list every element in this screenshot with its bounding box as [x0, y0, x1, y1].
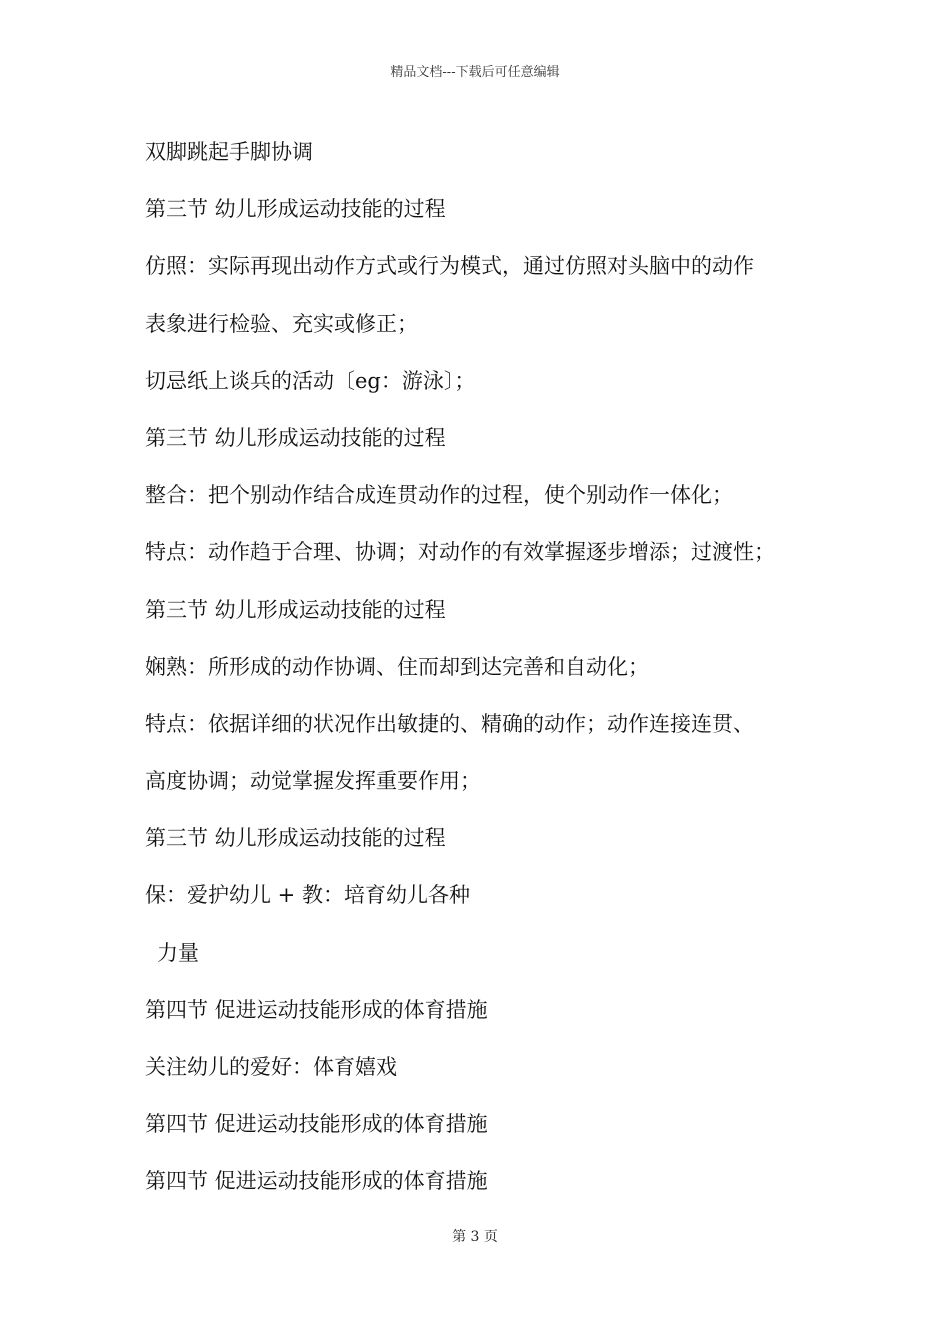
section-heading: 第四节 促进运动技能形成的体育措施: [145, 1169, 488, 1194]
page-number: 第 3 页: [452, 1229, 498, 1245]
section-heading: 第三节 幼儿形成运动技能的过程: [145, 826, 446, 851]
text-line: 娴熟：所形成的动作协调、住而却到达完善和自动化；: [145, 654, 649, 679]
text-line: 力量: [157, 940, 199, 965]
text-line: 关注幼儿的爱好：体育嬉戏: [145, 1055, 397, 1079]
section-heading: 第三节 幼儿形成运动技能的过程: [145, 197, 446, 222]
document-body: [145, 130, 825, 1217]
text-line: 保：爱护幼儿 + 教：培育幼儿各种: [145, 883, 470, 908]
section-heading: 第三节 幼儿形成运动技能的过程: [145, 597, 446, 622]
text-line: 特点：动作趋于合理、协调；对动作的有效掌握逐步增添；过渡性；: [145, 540, 775, 565]
text-line: 切忌纸上谈兵的活动〔eg：游泳〕；: [145, 368, 476, 393]
page-header: 精品文档---下载后可任意编辑: [390, 65, 560, 80]
section-heading: 第四节 促进运动技能形成的体育措施: [145, 997, 488, 1022]
section-heading: 第三节 幼儿形成运动技能的过程: [145, 425, 446, 450]
text-line: 特点：依据详细的状况作出敏捷的、精确的动作；动作连接连贯、: [145, 711, 754, 736]
text-line: 高度协调；动觉掌握发挥重要作用；: [145, 769, 481, 794]
section-heading: 第四节 促进运动技能形成的体育措施: [145, 1112, 488, 1137]
text-line: 仿照：实际再现出动作方式或行为模式，通过仿照对头脑中的动作: [145, 254, 754, 279]
text-line: 表象进行检验、充实或修正；: [145, 311, 418, 336]
text-line: 整合：把个别动作结合成连贯动作的过程，使个别动作一体化；: [145, 483, 733, 508]
text-line: 双脚跳起手脚协调: [145, 140, 313, 164]
